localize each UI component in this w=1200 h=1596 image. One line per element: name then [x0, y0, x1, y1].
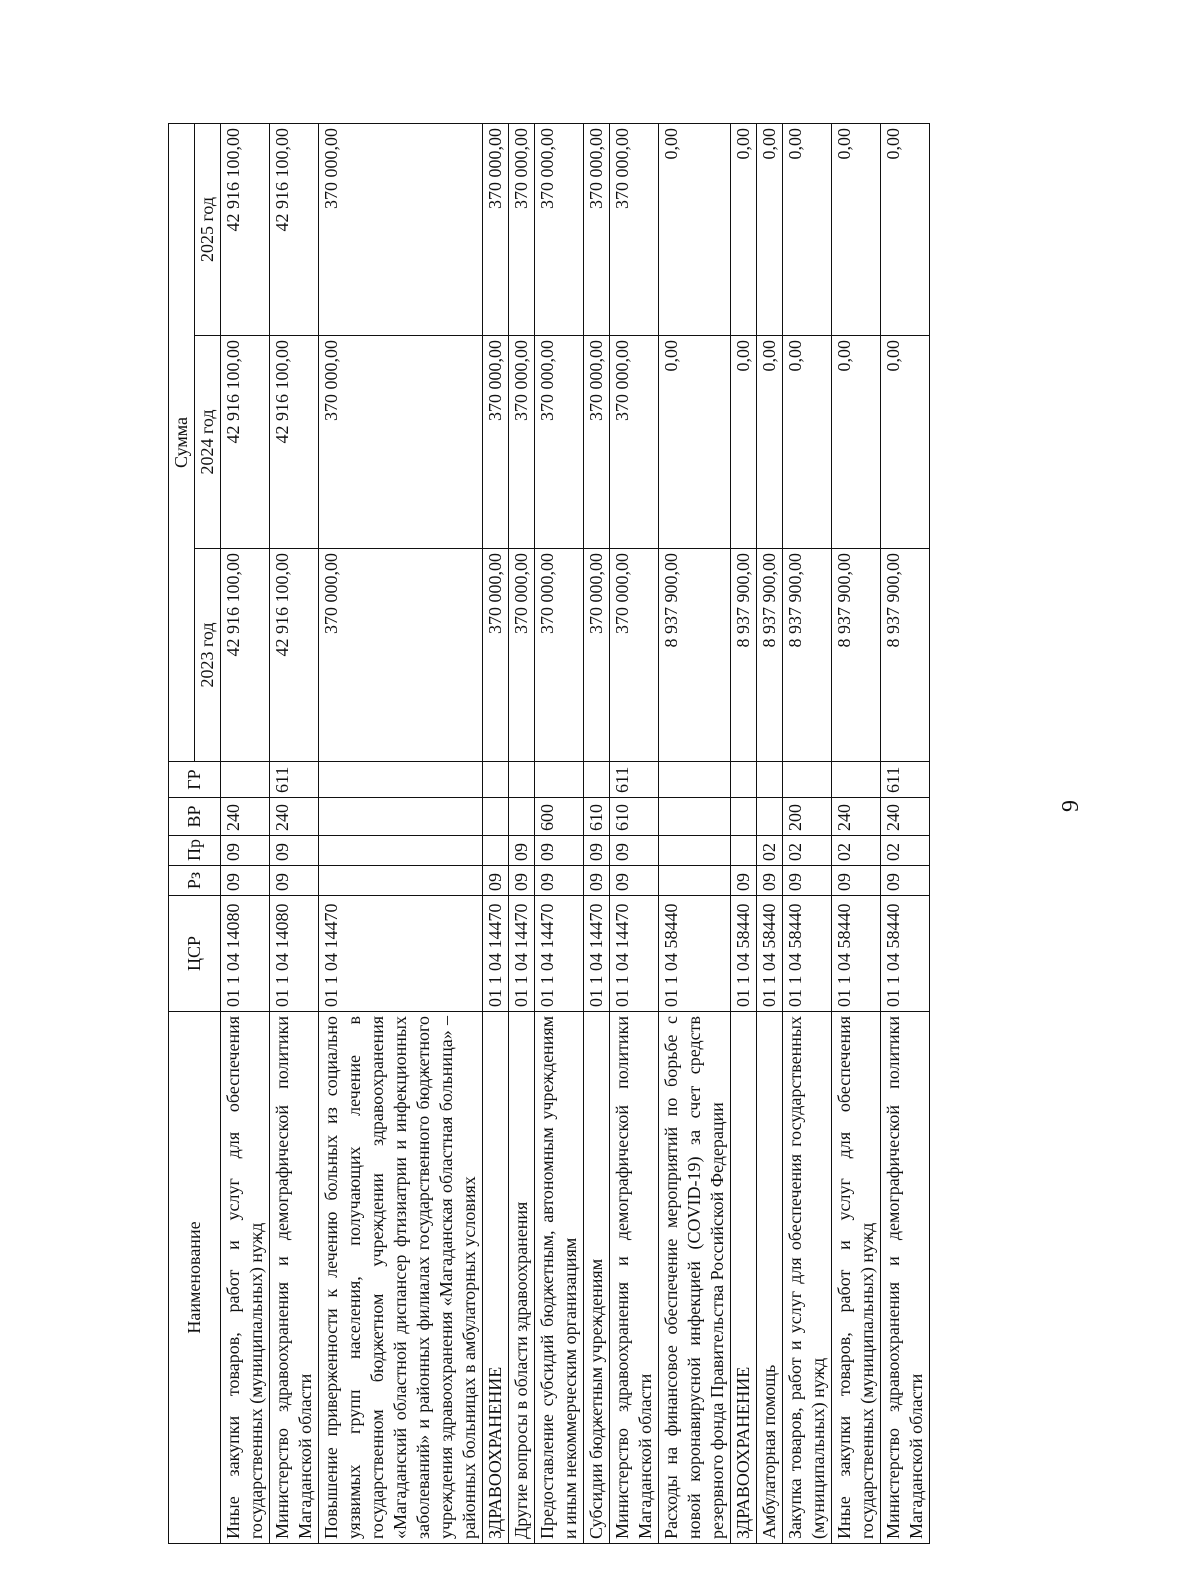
cell-pr: 02 [783, 836, 832, 866]
cell-2023: 370 000,00 [535, 549, 584, 762]
header-2024: 2024 год [195, 336, 221, 549]
cell-name: Иные закупки товаров, работ и услуг для обеспечения государственных (муниципальных) нужд [221, 1012, 270, 1544]
cell-rz [659, 866, 731, 896]
cell-vr: 240 [881, 798, 930, 836]
table-row [270, 123, 319, 1543]
cell-vr: 610 [584, 798, 610, 836]
cell-2024: 0,00 [659, 336, 731, 549]
cell-2024: 0,00 [731, 336, 757, 549]
cell-pr: 09 [270, 836, 319, 866]
cell-2023: 8 937 900,00 [832, 549, 881, 762]
cell-2024: 0,00 [783, 336, 832, 549]
table-row [783, 123, 832, 1543]
table-row [610, 123, 659, 1543]
cell-2024: 0,00 [881, 336, 930, 549]
cell-rz: 09 [783, 866, 832, 896]
cell-gr [509, 762, 535, 798]
page-number: 9 [1058, 800, 1084, 812]
cell-2024: 370 000,00 [610, 336, 659, 549]
cell-vr: 240 [221, 798, 270, 836]
cell-pr: 09 [509, 836, 535, 866]
table-row [584, 123, 610, 1543]
cell-2023: 42 916 100,00 [270, 549, 319, 762]
cell-name: Закупка товаров, работ и услуг для обеспечения государственных (муниципальных) нужд [783, 1012, 832, 1544]
cell-2025: 370 000,00 [509, 123, 535, 335]
cell-rz: 09 [881, 866, 930, 896]
cell-2024: 370 000,00 [535, 336, 584, 549]
cell-csr: 01 1 04 58440 [659, 896, 731, 1012]
cell-name: Расходы на финансовое обеспечение мероприятий по борьбе с новой коронавирусной инфекцией (COVID-19) за счет средств резервного фонда Правительства Российской Федерации [659, 1012, 731, 1544]
table-row [659, 123, 731, 1543]
header-vr: ВР [169, 798, 221, 836]
cell-vr: 610 [610, 798, 659, 836]
cell-rz: 09 [509, 866, 535, 896]
cell-vr [483, 798, 509, 836]
cell-vr: 600 [535, 798, 584, 836]
cell-rz: 09 [584, 866, 610, 896]
cell-csr: 01 1 04 14080 [221, 896, 270, 1012]
cell-2024: 370 000,00 [483, 336, 509, 549]
table-row [881, 123, 930, 1543]
cell-2023: 8 937 900,00 [881, 549, 930, 762]
cell-2023: 370 000,00 [483, 549, 509, 762]
cell-gr [319, 762, 483, 798]
cell-2023: 8 937 900,00 [783, 549, 832, 762]
cell-2024: 0,00 [757, 336, 783, 549]
cell-2025: 0,00 [783, 123, 832, 335]
cell-vr [757, 798, 783, 836]
cell-rz: 09 [483, 866, 509, 896]
cell-pr: 09 [535, 836, 584, 866]
cell-2023: 8 937 900,00 [757, 549, 783, 762]
cell-2024: 42 916 100,00 [221, 336, 270, 549]
cell-pr: 09 [584, 836, 610, 866]
header-gr: ГР [169, 762, 221, 798]
header-csr: ЦСР [169, 896, 221, 1012]
cell-gr [659, 762, 731, 798]
cell-gr [535, 762, 584, 798]
cell-2024: 370 000,00 [319, 336, 483, 549]
cell-2025: 0,00 [731, 123, 757, 335]
cell-2023: 370 000,00 [610, 549, 659, 762]
cell-csr: 01 1 04 58440 [832, 896, 881, 1012]
cell-vr: 200 [783, 798, 832, 836]
cell-rz: 09 [731, 866, 757, 896]
budget-table [168, 123, 930, 1544]
cell-2025: 370 000,00 [584, 123, 610, 335]
table-row [509, 123, 535, 1543]
cell-name: Другие вопросы в области здравоохранения [509, 1012, 535, 1544]
table-row [757, 123, 783, 1543]
cell-2024: 0,00 [832, 336, 881, 549]
table-row [221, 123, 270, 1543]
cell-csr: 01 1 04 58440 [783, 896, 832, 1012]
cell-2025: 370 000,00 [535, 123, 584, 335]
cell-gr: 611 [610, 762, 659, 798]
cell-vr: 240 [832, 798, 881, 836]
cell-name: Предоставление субсидий бюджетным, автономным учреждениям и иным некоммерческим организациям [535, 1012, 584, 1544]
cell-rz: 09 [535, 866, 584, 896]
cell-rz: 09 [832, 866, 881, 896]
header-sum: Сумма [169, 123, 195, 761]
cell-pr: 09 [221, 836, 270, 866]
cell-csr: 01 1 04 14470 [535, 896, 584, 1012]
cell-pr: 02 [832, 836, 881, 866]
cell-name: ЗДРАВООХРАНЕНИЕ [483, 1012, 509, 1544]
table-row [832, 123, 881, 1543]
cell-vr [509, 798, 535, 836]
cell-csr: 01 1 04 14470 [319, 896, 483, 1012]
cell-csr: 01 1 04 14470 [483, 896, 509, 1012]
cell-gr [483, 762, 509, 798]
cell-2025: 370 000,00 [610, 123, 659, 335]
cell-vr [659, 798, 731, 836]
cell-pr: 02 [881, 836, 930, 866]
cell-2025: 0,00 [881, 123, 930, 335]
cell-vr: 240 [270, 798, 319, 836]
cell-2025: 370 000,00 [483, 123, 509, 335]
cell-pr [731, 836, 757, 866]
table-row [731, 123, 757, 1543]
cell-2025: 0,00 [757, 123, 783, 335]
cell-csr: 01 1 04 14470 [509, 896, 535, 1012]
cell-csr: 01 1 04 14470 [610, 896, 659, 1012]
cell-2025: 42 916 100,00 [270, 123, 319, 335]
cell-name: Амбулаторная помощь [757, 1012, 783, 1544]
cell-2025: 42 916 100,00 [221, 123, 270, 335]
header-pr: Пр [169, 836, 221, 866]
cell-name: Министерство здравоохранения и демографической политики Магаданской области [881, 1012, 930, 1544]
cell-name: Министерство здравоохранения и демографической политики Магаданской области [270, 1012, 319, 1544]
table-row [535, 123, 584, 1543]
cell-pr [319, 836, 483, 866]
table-body [221, 123, 930, 1543]
cell-2024: 42 916 100,00 [270, 336, 319, 549]
cell-csr: 01 1 04 58440 [731, 896, 757, 1012]
cell-pr [483, 836, 509, 866]
cell-csr: 01 1 04 58440 [881, 896, 930, 1012]
cell-name: ЗДРАВООХРАНЕНИЕ [731, 1012, 757, 1544]
cell-2024: 370 000,00 [584, 336, 610, 549]
cell-gr [731, 762, 757, 798]
cell-2025: 0,00 [659, 123, 731, 335]
header-name: Наименование [169, 1012, 221, 1544]
cell-gr: 611 [270, 762, 319, 798]
cell-2025: 0,00 [832, 123, 881, 335]
cell-rz: 09 [610, 866, 659, 896]
cell-rz: 09 [270, 866, 319, 896]
header-2025: 2025 год [195, 123, 221, 335]
cell-gr [783, 762, 832, 798]
cell-2023: 42 916 100,00 [221, 549, 270, 762]
cell-pr: 02 [757, 836, 783, 866]
cell-name: Субсидии бюджетным учреждениям [584, 1012, 610, 1544]
cell-vr [731, 798, 757, 836]
cell-csr: 01 1 04 58440 [757, 896, 783, 1012]
cell-gr [757, 762, 783, 798]
cell-2023: 370 000,00 [584, 549, 610, 762]
cell-gr: 611 [881, 762, 930, 798]
cell-vr [319, 798, 483, 836]
cell-gr [584, 762, 610, 798]
cell-2024: 370 000,00 [509, 336, 535, 549]
header-rz: Рз [169, 866, 221, 896]
header-2023: 2023 год [195, 549, 221, 762]
cell-csr: 01 1 04 14080 [270, 896, 319, 1012]
table-row [319, 123, 483, 1543]
table-row [483, 123, 509, 1543]
cell-pr [659, 836, 731, 866]
cell-rz [319, 866, 483, 896]
cell-2023: 8 937 900,00 [731, 549, 757, 762]
cell-name: Иные закупки товаров, работ и услуг для обеспечения государственных (муниципальных) нужд [832, 1012, 881, 1544]
table-header [169, 123, 221, 1543]
cell-2023: 370 000,00 [509, 549, 535, 762]
cell-2023: 8 937 900,00 [659, 549, 731, 762]
cell-pr: 09 [610, 836, 659, 866]
cell-gr [221, 762, 270, 798]
cell-name: Министерство здравоохранения и демографической политики Магаданской области [610, 1012, 659, 1544]
cell-csr: 01 1 04 14470 [584, 896, 610, 1012]
cell-2023: 370 000,00 [319, 549, 483, 762]
cell-gr [832, 762, 881, 798]
cell-name: Повышение приверженности к лечению больных из социально уязвимых групп населения, получающих лечение в государственном бюджетном учреждении здравоохранения «Магаданский областной диспансер фтизиатрии и инфекционных заболеваний» и районных филиалах государственного бюджетного учреждения здравоохранения «Магаданская областная больница» – районных больницах в амбулаторных условиях [319, 1012, 483, 1544]
cell-rz: 09 [221, 866, 270, 896]
cell-2025: 370 000,00 [319, 123, 483, 335]
cell-rz: 09 [757, 866, 783, 896]
